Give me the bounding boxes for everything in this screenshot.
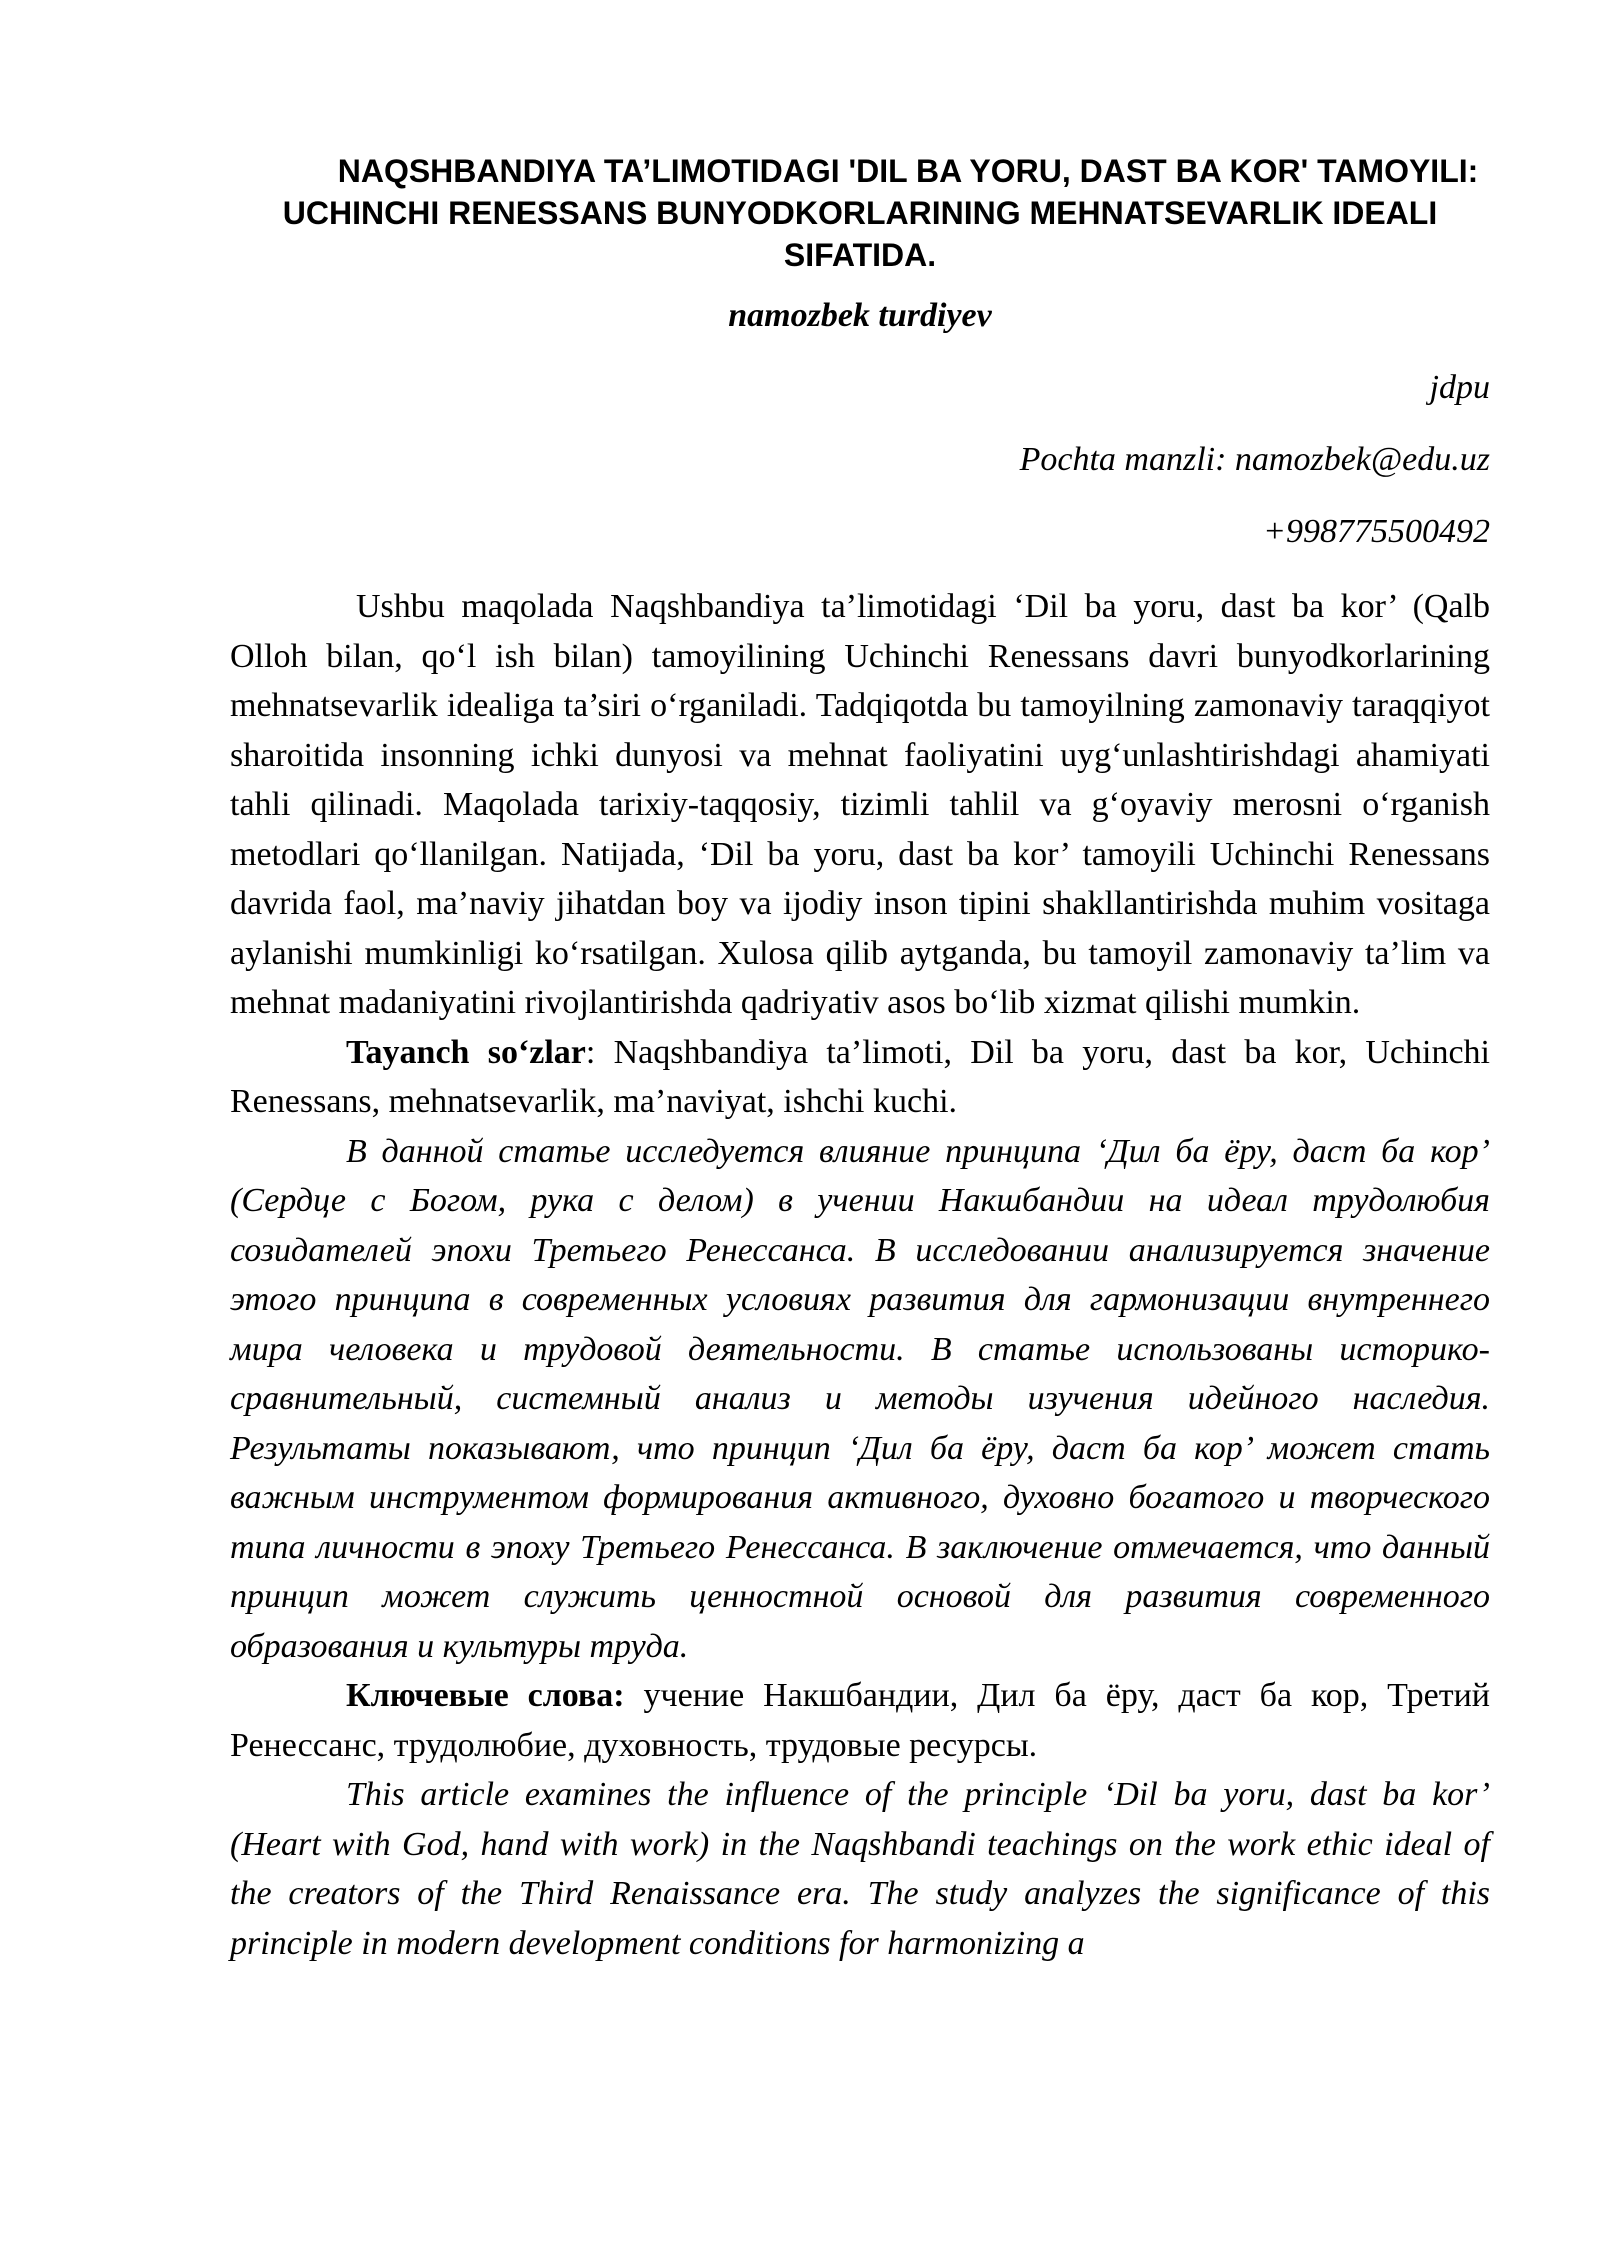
author-name: namozbek turdiyev [728,297,992,334]
document-page [230,150,1490,1968]
keywords-uzbek [230,1028,1490,1127]
abstract-uzbek: Ushbu maqolada Naqshbandiya ta’limotidagi ‘Dil ba yoru, dast ba kor’ (Qalb Olloh bilan, qo‘l ish bilan) tamoyilining Uchinchi Renessans davri bunyodkorlarining mehnatsevarlik idealiga ta’siri o‘rganiladi. Tadqiqotda bu tamoyilning zamonaviy taraqqiyot sharoitida insonning ichki dunyosi va mehnat faoliyatini uyg‘unlashtirishdagi ahamiyati tahli qilinadi. Maqolada tarixiy-taqqosiy, tizimli tahlil va g‘oyaviy merosni o‘rganish metodlari qo‘llanilgan. Natijada, ‘Dil ba yoru, dast ba kor’ tamoyili Uchinchi Renessans davrida faol, ma’naviy jihatdan boy va ijodiy inson tipini shakllantirishda muhim vositaga aylanishi mumkinligi ko‘rsatilgan. Xulosa qilib aytganda, bu tamoyil zamonaviy ta’lim va mehnat madaniyatini rivojlantirishda qadriyativ asos bo‘lib xizmat qilishi mumkin. [230,588,1490,1021]
phone-number: +998775500492 [1263,513,1490,550]
paper-title: NAQSHBANDIYA TA’LIMOTIDAGI 'DIL BA YORU, DAST BA KOR' TAMOYILI: UCHINCHI RENESSANS BUNYODKORLARINING MEHNATSEVARLIK IDEALI SIFATIDA. [282,153,1479,273]
keywords-russian-label: Ключевые слова: [346,1677,625,1714]
keywords-russian [230,1671,1490,1770]
email-line: Pochta manzli: namozbek@edu.uz [1019,441,1490,478]
keywords-russian-text: учение Накшбандии, Дил ба ёру, даст ба кор, Третий Ренессанс, трудолюбие, духовность, трудовые ресурсы. [230,1677,1490,1764]
abstract-russian: В данной статье исследуется влияние принципа ‘Дил ба ёру, даст ба кор’ (Сердце с Богом, рука с делом) в учении Накшбандии на идеал трудолюбия созидателей эпохи Третьего Ренессанса. В исследовании анализируется значение этого принципа в современных условиях развития для гармонизации внутреннего мира человека и трудовой деятельности. В статье использованы историко-сравнительный, системный анализ и методы изучения идейного наследия. Результаты показывают, что принцип ‘Дил ба ёру, даст ба кор’ может стать важным инструментом формирования активного, духовно богатого и творческого типа личности в эпоху Третьего Ренессанса. В заключение отмечается, что данный принцип может служить ценностной основой для развития современного образования и культуры труда. [230,1132,1490,1665]
abstract-english: This article examines the influence of the principle ‘Dil ba yoru, dast ba kor’ (Heart with God, hand with work) in the Naqshbandi teachings on the work ethic ideal of the creators of the Third Renaissance era. The study analyzes the significance of this principle in modern development conditions for harmonizing a [230,1776,1490,1962]
affiliation: jdpu [1429,369,1490,406]
keywords-uzbek-text: : Naqshbandiya ta’limoti, Dil ba yoru, dast ba kor, Uchinchi Renessans, mehnatsevarlik, ma’naviyat, ishchi kuchi. [230,1033,1490,1120]
keywords-uzbek-label: Tayanch so‘zlar [346,1033,586,1071]
